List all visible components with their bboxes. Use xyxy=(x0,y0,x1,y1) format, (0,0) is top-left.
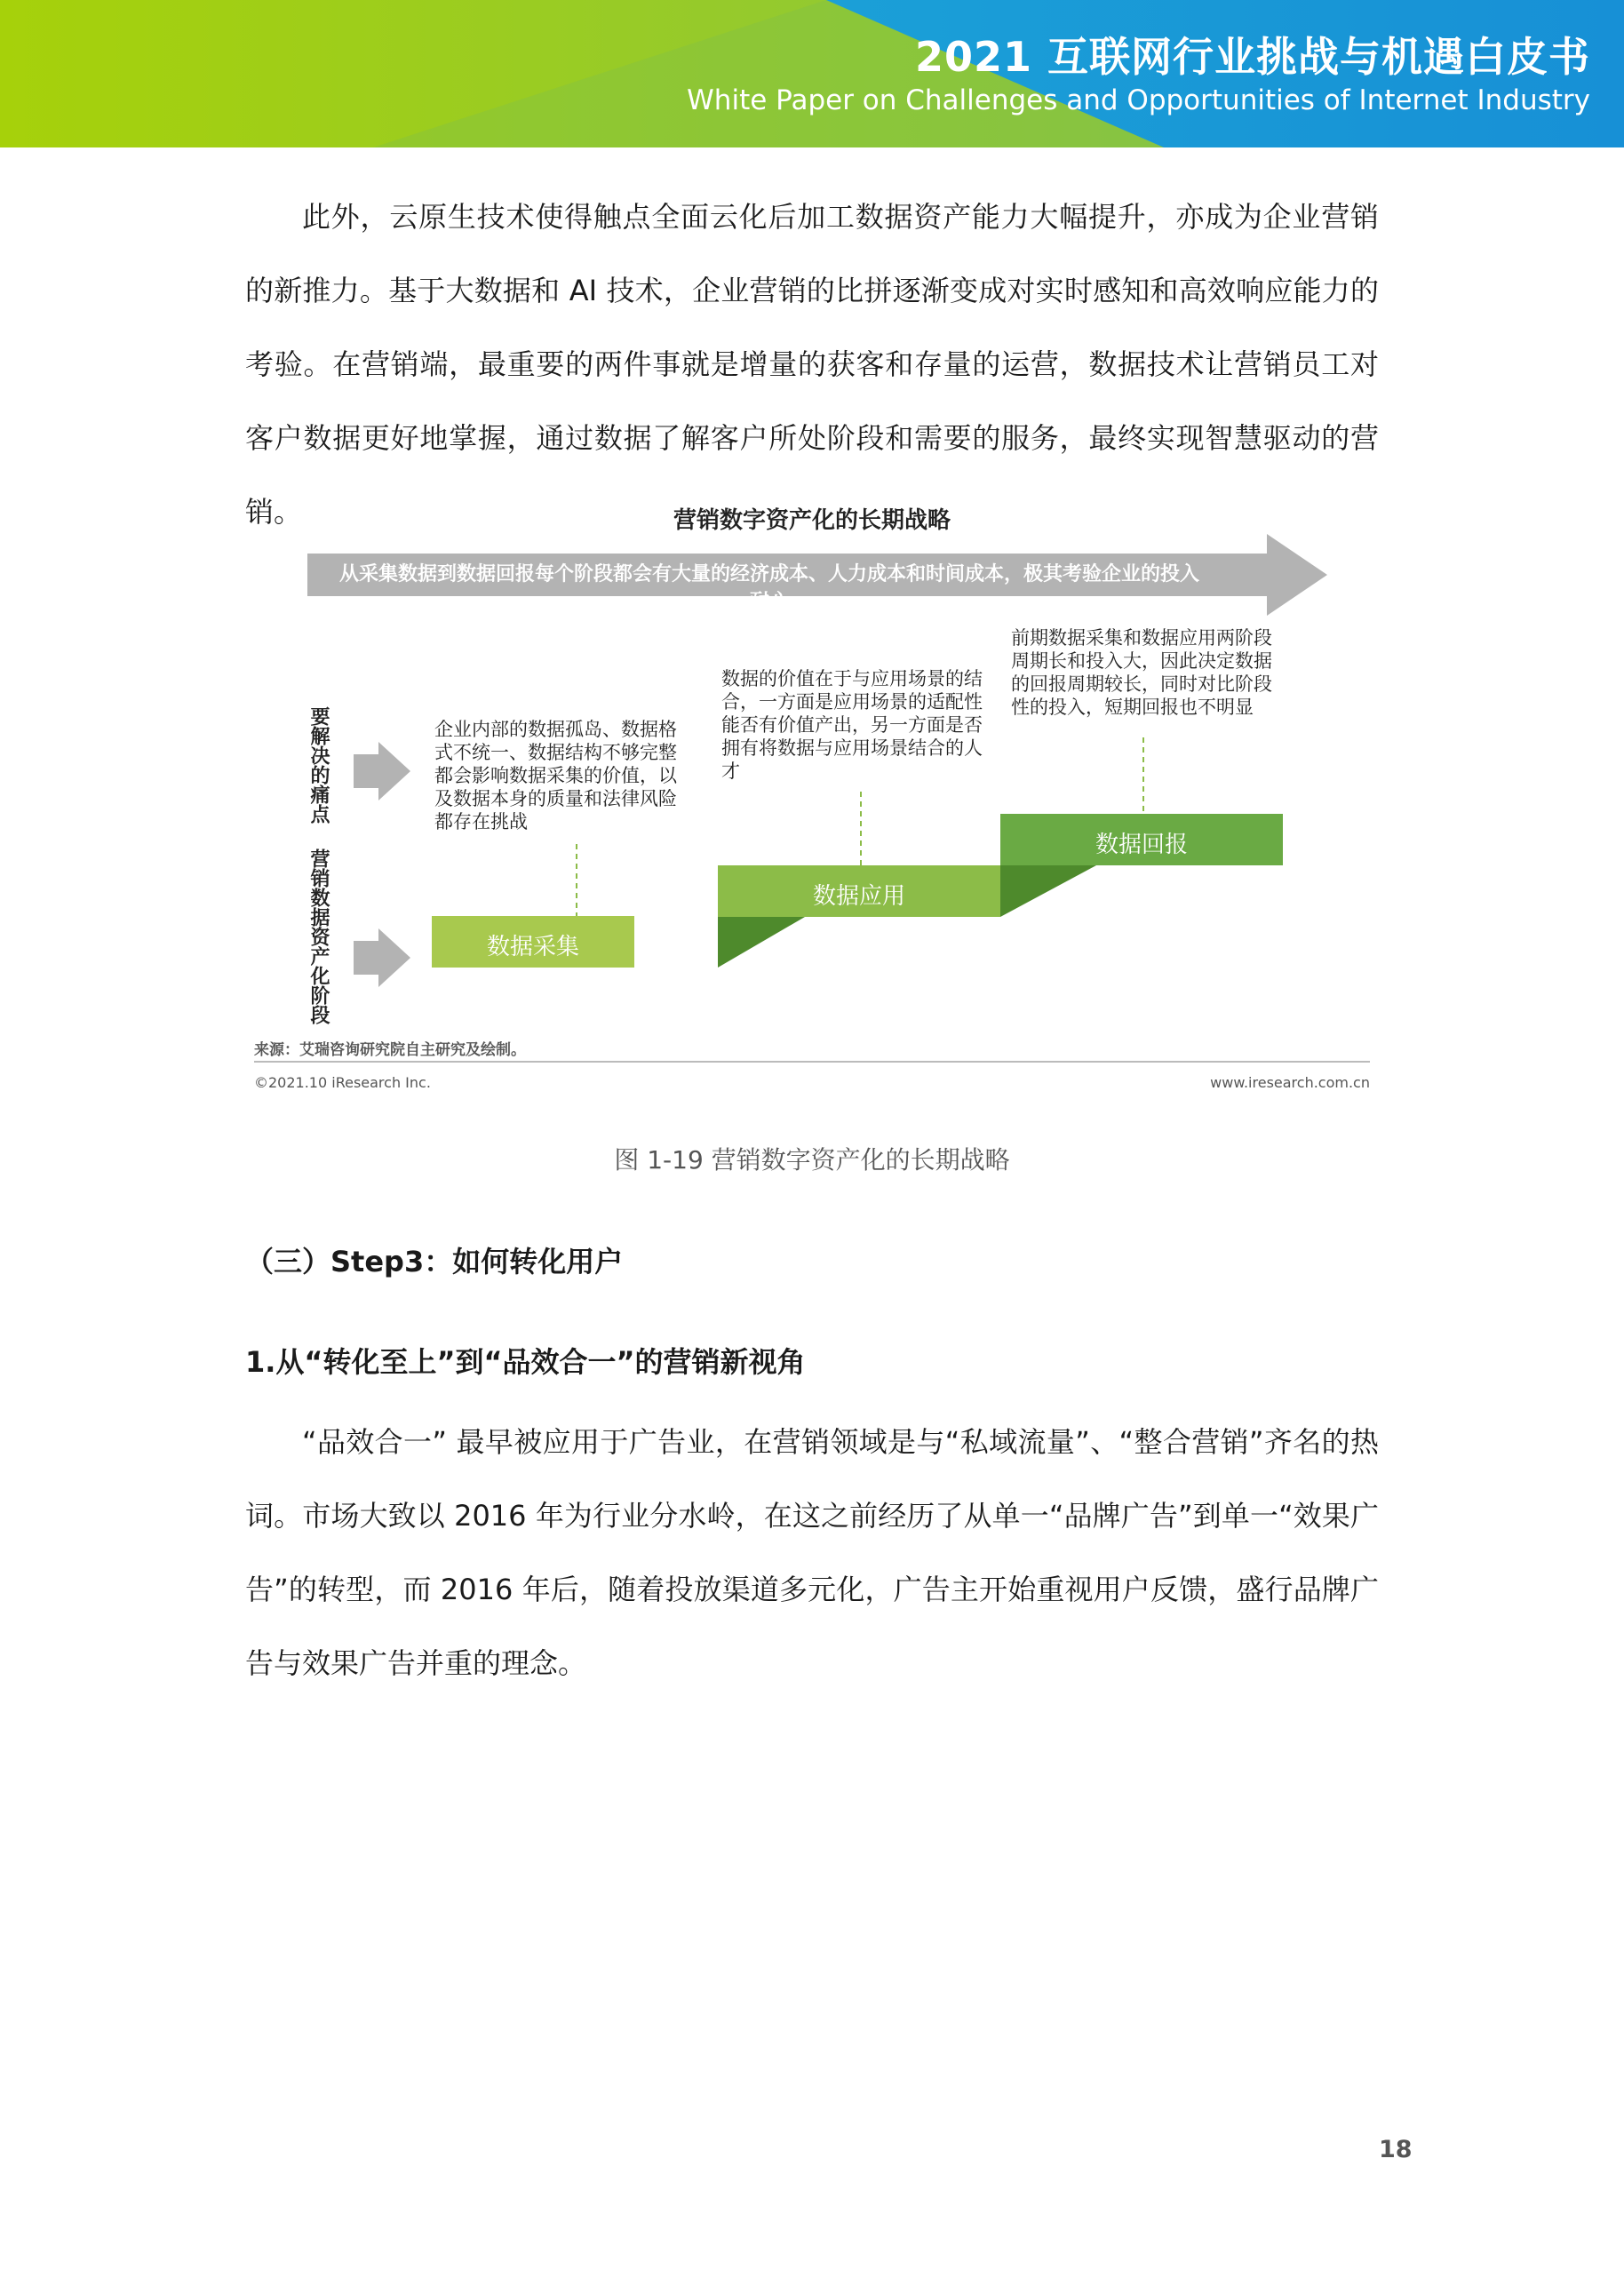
intro-paragraph: 此外，云原生技术使得触点全面云化后加工数据资产能力大幅提升，亦成为企业营销的新推力。基于大数据和 AI 技术，企业营销的比拼逐渐变成对实时感知和高效响应能力的考验。在营销端，最重要的两件事就是增量的获客和存量的运营，数据技术让营销员工对客户数据更好地掌握，通过数据了解客户所处阶段和需要的服务，最终实现智慧驱动的营销。 xyxy=(245,200,1379,529)
step-shadow-2 xyxy=(1000,865,1096,917)
cost-arrow-label: 从采集数据到数据回报每个阶段都会有大量的经济成本、人力成本和时间成本，极其考验企业的投入耐心 xyxy=(338,563,1199,613)
step-desc-apply: 数据的价值在于与应用场景的结合，一方面是应用场景的适配性能否有价值产出，另一方面是否拥有将数据与应用场景结合的人才 xyxy=(721,668,983,782)
figure-title: 营销数字资产化的长期战略 xyxy=(673,507,951,534)
row-label-pain-points: 要解决的痛点 xyxy=(307,706,330,824)
figure-caption: 图 1-19 营销数字资产化的长期战略 xyxy=(614,1145,1010,1175)
stage-arrow-icon xyxy=(354,928,410,987)
strategy-figure xyxy=(245,493,1379,1102)
page-number: 18 xyxy=(1379,2136,1413,2163)
step-desc-return: 前期数据采集和数据应用两阶段周期长和投入大，因此决定数据的回报周期较长，同时对比阶段性的投入，短期回报也不明显 xyxy=(1011,627,1272,718)
body-paragraph: “品效合一” 最早被应用于广告业，在营销领域是与“私域流量”、“整合营销”齐名的热词。市场大致以 2016 年为行业分水岭，在这之前经历了从单一“品牌广告”到单一“效果广告”的转型，而 2016 年后，随着投放渠道多元化，广告主开始重视用户反馈，盛行品牌广告与效果广告并重的理念。 xyxy=(245,1425,1379,1680)
figure-url: www.iresearch.com.cn xyxy=(1210,1074,1370,1091)
header-subtitle: White Paper on Challenges and Opportunities of Internet Industry xyxy=(687,84,1590,116)
step-label-return: 数据回报 xyxy=(1095,832,1188,858)
row-label-stages: 营销数据资产化阶段 xyxy=(307,848,330,1024)
pain-arrow-icon xyxy=(354,742,410,800)
step-desc-collect: 企业内部的数据孤岛、数据格式不统一、数据结构不够完整都会影响数据采集的价值，以及数据本身的质量和法律风险都存在挑战 xyxy=(434,719,677,832)
step-label-apply: 数据应用 xyxy=(812,883,905,910)
figure-source: 来源：艾瑞咨询研究院自主研究及绘制。 xyxy=(254,1041,526,1059)
figure-copyright: ©2021.10 iResearch Inc. xyxy=(254,1074,431,1091)
step-shadow-1 xyxy=(718,917,805,968)
subheading: 1.从“转化至上”到“品效合一”的营销新视角 xyxy=(245,1345,806,1379)
header-banner xyxy=(0,0,1624,147)
header-title: 2021 互联网行业挑战与机遇白皮书 xyxy=(914,33,1590,81)
section-heading: （三）Step3：如何转化用户 xyxy=(245,1245,624,1278)
step-label-collect: 数据采集 xyxy=(486,934,579,960)
